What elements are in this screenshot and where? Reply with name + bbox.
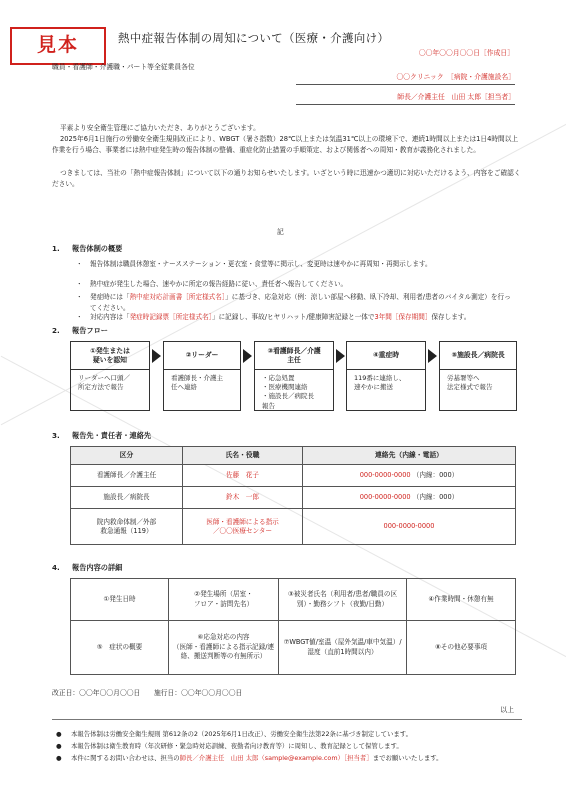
footer-note-text: 本報告体制は衛生教育時（年次研修・緊急時対応訓練、夜勤者向け教育等）に周知し、教育記録として保管します。: [71, 742, 403, 750]
report-item: ④作業時間・休憩有無: [407, 579, 516, 621]
flow-step: [70, 341, 150, 411]
flow-step-action: 看護師長・介護主 任へ連絡: [171, 374, 223, 392]
contact-table: [70, 446, 516, 545]
table-row: [71, 465, 516, 487]
footer-note: [56, 730, 526, 739]
section-3-heading: [52, 431, 151, 441]
document-title: 熱中症報告体制の周知について（医療・介護向け）: [118, 31, 390, 45]
footer-divider: [52, 719, 522, 720]
flow-step-action: 119番に連絡し、 速やかに搬送: [354, 374, 406, 392]
report-item: ②発生場所（居室・ フロア・訪問先名）: [169, 579, 279, 621]
contact-number: 000-0000-0000 （内線：000）: [303, 487, 516, 509]
overview-bullet-text: 発症時には「熱中症対応計画書［所定様式名］」に基づき、応急対応（例：涼しい部屋へ移動、臥下冷却、利用者/患者のバイタル測定）を行ってください。: [90, 293, 511, 312]
footer-note-text: 本件に関するお問い合わせは、担当の師長／介護主任 山田 太郎（sample@example.com）［担当者］までお願いいたします。: [71, 754, 443, 762]
sender-person: 師長／介護主任 山田 太郎［担当者］: [296, 93, 515, 105]
flow-step-title: ③看護師長／介護 主任: [255, 342, 333, 370]
report-item: ⑧その他必要事項: [407, 621, 516, 675]
note-bullet-icon: ●: [56, 730, 62, 738]
contact-number: 000-0000-0000 （内線：000）: [303, 465, 516, 487]
overview-bullet: [76, 279, 516, 290]
section-4-heading: [52, 563, 122, 573]
section-4-title: 報告内容の詳細: [72, 563, 123, 572]
flow-step-action: 労基署等へ 法定様式で報告: [447, 374, 493, 392]
overview-bullet: [76, 292, 516, 313]
note-bullet-icon: ●: [56, 742, 62, 750]
footer-note: [56, 754, 526, 763]
overview-bullet-text: 対応内容は「発症時記録票［所定様式名］」に記録し、事故/ヒヤリハット/健康障害記録と一体で3年間［保存期間］保存します。: [90, 313, 471, 321]
section-3-title: 報告先・責任者・連絡先: [72, 431, 152, 440]
report-items-table: [70, 578, 516, 675]
flow-step: [254, 341, 334, 411]
bullet-dot: ・: [76, 293, 83, 301]
flow-arrow-icon: [243, 349, 252, 363]
note-bullet-icon: ●: [56, 754, 62, 762]
flow-step-action: リーダーへ口頭／ 所定方法で報告: [78, 374, 130, 392]
overview-bullet-text: 熱中症が発生した場合、速やかに所定の報告経路に従い、責任者へ報告してください。: [90, 280, 348, 288]
contact-name: 佐藤 花子: [183, 465, 303, 487]
flow-step: [163, 341, 241, 411]
flow-arrow-icon: [428, 349, 437, 363]
contact-table-header-name: 氏名・役職: [183, 447, 303, 465]
bullet-dot: ・: [76, 313, 83, 321]
contact-category: 院内救命体制／外部 救急通報（119）: [71, 509, 183, 545]
report-item: ⑦WBGT値/室温（屋外気温/車中気温）/湿度（直前1時間以内）: [279, 621, 407, 675]
flow-step: [439, 341, 517, 411]
table-row: [71, 509, 516, 545]
table-row: [71, 487, 516, 509]
overview-bullet: [76, 259, 516, 270]
closing-ijo: 以上: [500, 706, 514, 714]
revision-dates: 改正日：〇〇年〇〇月〇〇日 施行日：〇〇年〇〇月〇〇日: [52, 689, 243, 697]
contact-name: 医師・看護師による指示 ／〇〇医療センター: [183, 509, 303, 545]
flow-step-action: ・応急処置 ・医療機関連絡 ・施設長／病院長 報告: [262, 374, 314, 410]
sender-organization: 〇〇クリニック ［病院・介護施設名］: [296, 73, 515, 85]
intro-notice: つきましては、当社の「熱中症報告体制」について以下の通りお知らせいたします。いざという時に迅速かつ適切に対応いただけるよう、内容をご確認ください。: [52, 169, 521, 188]
intro-greeting: 平素より安全衛生管理にご協力いただき、ありがとうございます。: [60, 124, 260, 132]
section-3-number: 3.: [52, 431, 60, 440]
contact-category: 看護師長／介護主任: [71, 465, 183, 487]
contact-category: 施設長／病院長: [71, 487, 183, 509]
section-1-heading: [52, 244, 122, 254]
flow-arrow-icon: [152, 349, 161, 363]
contact-table-header-category: 区分: [71, 447, 183, 465]
contact-name: 鈴木 一郎: [183, 487, 303, 509]
section-2-number: 2.: [52, 326, 60, 335]
creation-date: 〇〇年〇〇月〇〇日［作成日］: [418, 49, 514, 57]
flow-step-title: ④重症時: [347, 342, 425, 370]
overview-bullet-text: 報告体制は職員休憩室・ナースステーション・更衣室・食堂等に掲示し、変更時は速やかに再周知・再掲示します。: [90, 260, 432, 268]
contact-number: 000-0000-0000: [303, 509, 516, 545]
flow-step-title: ②リーダー: [164, 342, 240, 370]
addressee: 職員・看護師・介護職・パート等全従業員各位: [52, 63, 195, 71]
section-2-title: 報告フロー: [72, 326, 108, 335]
footer-note: [56, 742, 526, 751]
intro-regulation: 2025年6月1日施行の労働安全衛生規則改正により、WBGT（暑さ指数）28℃以上または気温31℃以上の環境下で、連続1時間以上または1日4時間以上作業を行う場合、事業者には熱中症発生時の報告体制の整備、重症化防止措置の手順策定、および関係者への周知・教育が義務化されました。: [52, 135, 519, 154]
report-item: ③被災者氏名（利用者/患者/職員の区別）・勤務シフト（夜勤/日勤）: [279, 579, 407, 621]
report-item: ⑤ 症状の概要: [71, 621, 169, 675]
section-2-heading: [52, 326, 108, 336]
table-row: [71, 579, 516, 621]
sample-stamp: 見本: [10, 27, 106, 65]
footer-note-text: 本報告体制は労働安全衛生規則 第612条の2（2025年6月1日改正）、労働安全衛生法第22条に基づき制定しています。: [71, 730, 413, 738]
section-1-number: 1.: [52, 244, 60, 253]
flow-step: [346, 341, 426, 411]
table-row: [71, 621, 516, 675]
bullet-dot: ・: [76, 280, 83, 288]
flow-arrow-icon: [336, 349, 345, 363]
flow-step-title: ①発生または 疑いを認知: [71, 342, 149, 370]
ki-marker: 記: [277, 228, 284, 236]
overview-bullet: [76, 312, 516, 323]
flow-step-title: ⑤施設長／病院長: [440, 342, 516, 370]
report-item: ①発生日時: [71, 579, 169, 621]
contact-table-header-contact: 連絡先（内線・電話）: [303, 447, 516, 465]
bullet-dot: ・: [76, 260, 83, 268]
section-4-number: 4.: [52, 563, 60, 572]
report-item: ⑥応急対応の内容 （医師・看護師による指示記録/連絡、搬送判断等の有無所示）: [169, 621, 279, 675]
section-1-title: 報告体制の概要: [72, 244, 123, 253]
